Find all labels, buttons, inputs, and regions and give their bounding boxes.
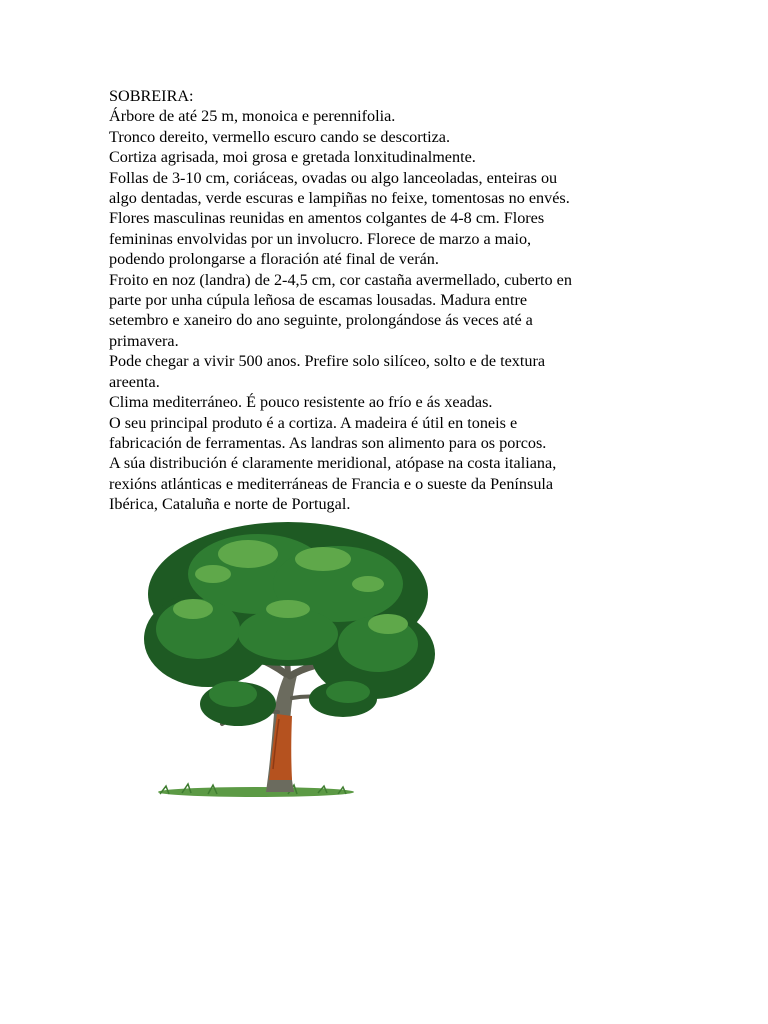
text-line: Follas de 3-10 cm, coriáceas, ovadas ou algo lanceoladas, enteiras ou xyxy=(109,168,558,187)
text-line: Pode chegar a vivir 500 anos. Prefire solo silíceo, solto e de textura xyxy=(109,352,546,371)
text-line: Froito en noz (landra) de 2-4,5 cm, cor castaña avermellado, cuberto en xyxy=(109,270,572,289)
text-line: parte por unha cúpula leñosa de escamas lousadas. Madura entre xyxy=(109,291,528,310)
text-line: Ibérica, Cataluña e norte de Portugal. xyxy=(109,495,351,514)
cork-oak-tree-icon xyxy=(138,514,443,804)
text-line: Clima mediterráneo. É pouco resistente ao frío e ás xeadas. xyxy=(109,393,493,412)
text-line: podendo prolongarse a floración até final de verán. xyxy=(109,250,439,269)
text-line: rexións atlánticas e mediterráneas de Francia e o sueste da Península xyxy=(109,474,554,493)
text-line: areenta. xyxy=(109,372,160,391)
text-line: O seu principal produto é a cortiza. A madeira é útil en toneis e xyxy=(109,413,518,432)
text-line: Árbore de até 25 m, monoica e perennifolia. xyxy=(109,107,396,126)
heading-sobreira: SOBREIRA: xyxy=(109,87,194,105)
text-line: algo dentadas, verde escuras e lampiñas no feixe, tomentosas no envés. xyxy=(109,189,570,208)
text-line: A súa distribución é claramente meridional, atópase na costa italiana, xyxy=(109,454,557,473)
text-line: primavera. xyxy=(109,331,179,350)
ground-grass xyxy=(158,784,354,797)
text-line: setembro e xaneiro do ano seguinte, prolongándose ás veces até a xyxy=(109,311,533,330)
text-line: femininas envolvidas por un involucro. Florece de marzo a maio, xyxy=(109,229,532,248)
species-description xyxy=(109,86,669,515)
text-line: Flores masculinas reunidas en amentos colgantes de 4-8 cm. Flores xyxy=(109,209,545,228)
text-line: Cortiza agrisada, moi grosa e gretada lonxitudinalmente. xyxy=(109,148,476,167)
text-line: fabricación de ferramentas. As landras son alimento para os porcos. xyxy=(109,433,547,452)
text-line: Tronco dereito, vermello escuro cando se descortiza. xyxy=(109,127,451,146)
